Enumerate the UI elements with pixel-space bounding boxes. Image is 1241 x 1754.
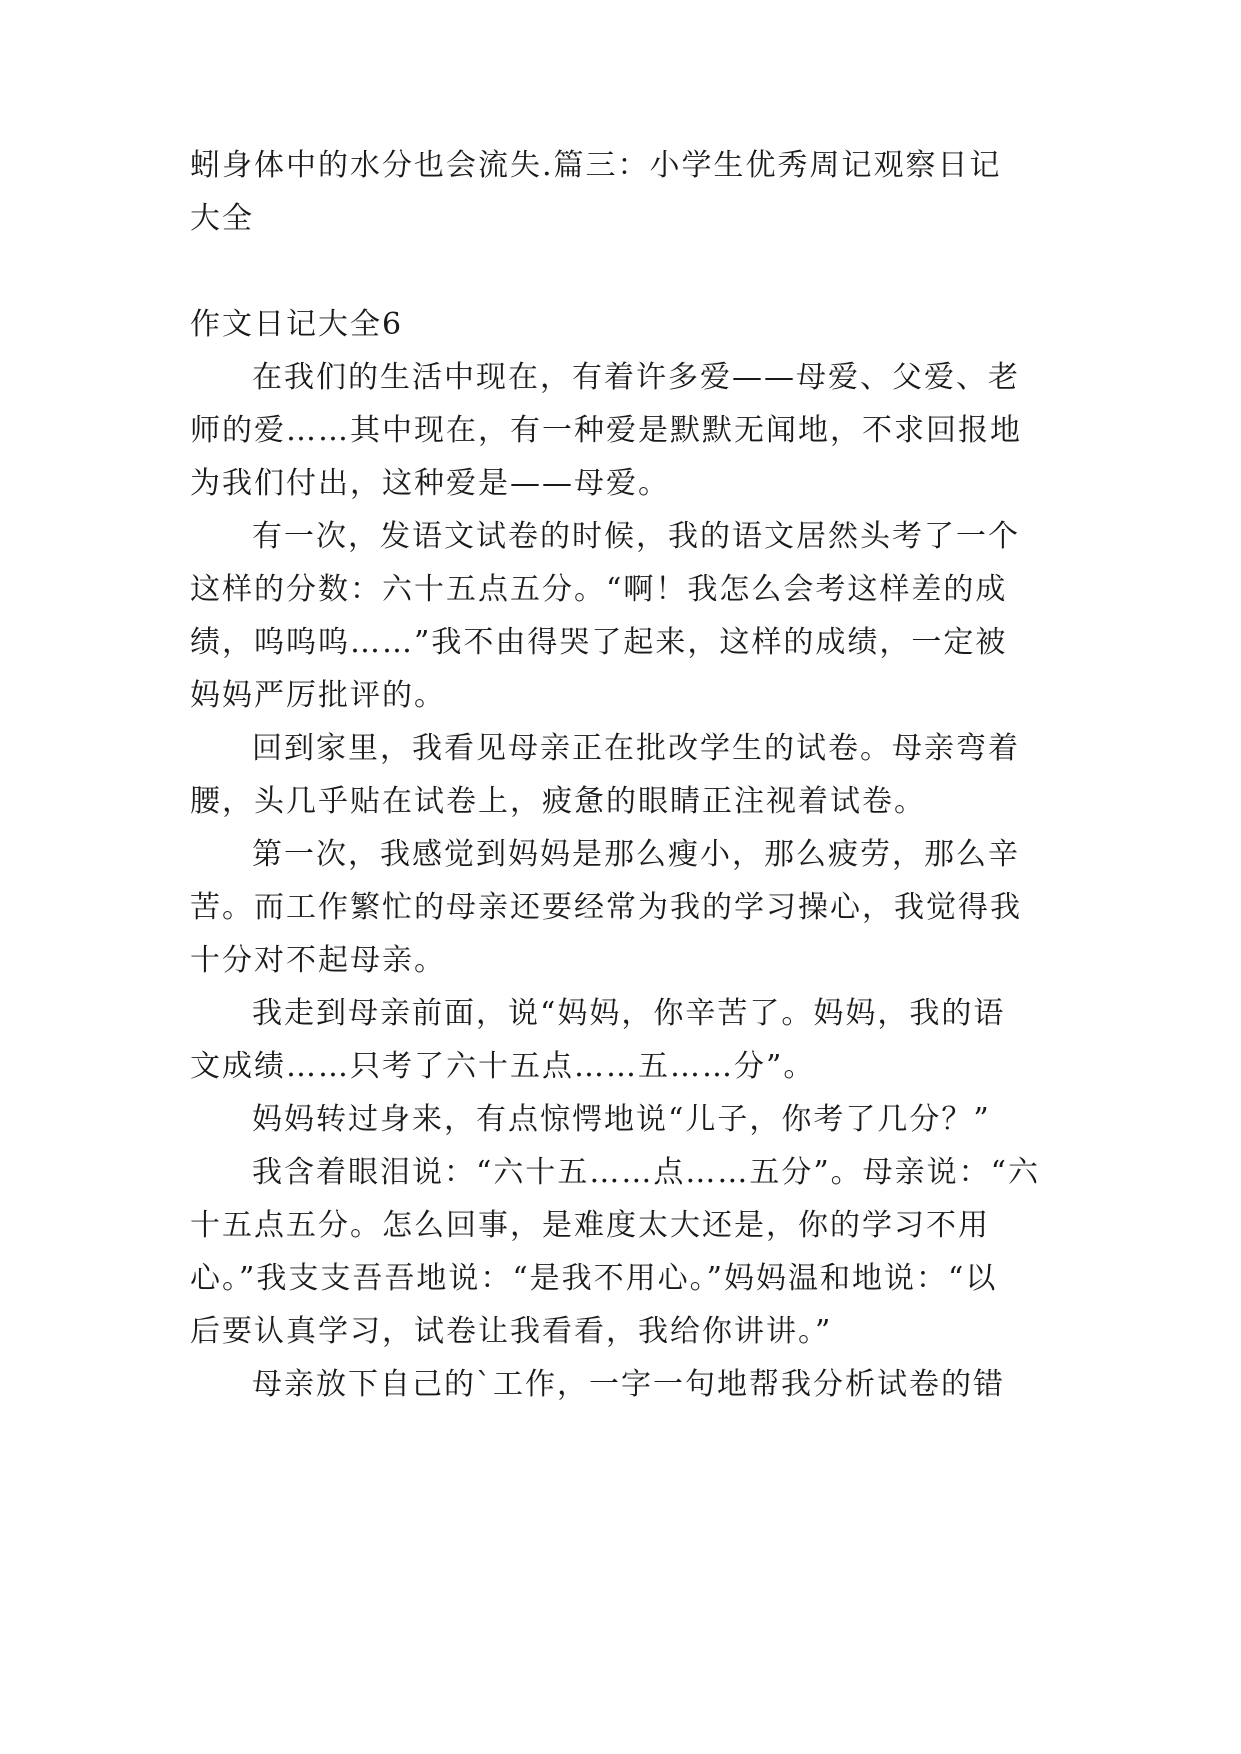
- text-line: 文成绩……只考了六十五点……五……分”。: [190, 1049, 816, 1084]
- text-line: 后要认真学习，试卷让我看看，我给你讲讲。”: [190, 1314, 833, 1349]
- text-line: 第一次，我感觉到妈妈是那么瘦小，那么疲劳，那么辛: [252, 837, 1020, 872]
- text-line: 母亲放下自己的`工作，一字一句地帮我分析试卷的错: [252, 1367, 1005, 1402]
- text-line: 妈妈转过身来，有点惊愕地说“儿子，你考了几分？”: [252, 1102, 991, 1137]
- text-line: 为我们付出，这种爱是——母爱。: [190, 466, 670, 501]
- text-line: 蚓身体中的水分也会流失.篇三：小学生优秀周记观察日记: [190, 148, 1002, 183]
- text-line: 回到家里，我看见母亲正在批改学生的试卷。母亲弯着: [252, 731, 1020, 766]
- section-title: 作文日记大全6: [190, 307, 404, 342]
- text-line: 十分对不起母亲。: [190, 943, 446, 978]
- text-line: 十五点五分。怎么回事，是难度太大还是，你的学习不用: [190, 1208, 990, 1243]
- text-line: 绩，呜呜呜……”我不由得哭了起来，这样的成绩，一定被: [190, 625, 1008, 660]
- text-line: 有一次，发语文试卷的时候，我的语文居然头考了一个: [252, 519, 1020, 554]
- text-line: 大全: [190, 201, 254, 236]
- text-line: 这样的分数：六十五点五分。“啊！我怎么会考这样差的成: [190, 572, 1008, 607]
- text-line: 心。”我支支吾吾地说：“是我不用心。”妈妈温和地说：“以: [190, 1261, 998, 1296]
- text-line: 在我们的生活中现在，有着许多爱——母爱、父爱、老: [252, 360, 1020, 395]
- text-line: 我走到母亲前面，说“妈妈，你辛苦了。妈妈，我的语: [252, 996, 1006, 1031]
- text-line: 妈妈严厉批评的。: [190, 678, 446, 713]
- text-line: 我含着眼泪说：“六十五……点……五分”。母亲说：“六: [252, 1155, 1041, 1190]
- text-line: 苦。而工作繁忙的母亲还要经常为我的学习操心，我觉得我: [190, 890, 1022, 925]
- text-line: 师的爱……其中现在，有一种爱是默默无闻地，不求回报地: [190, 413, 1022, 448]
- text-line: 腰，头几乎贴在试卷上，疲惫的眼睛正注视着试卷。: [190, 784, 926, 819]
